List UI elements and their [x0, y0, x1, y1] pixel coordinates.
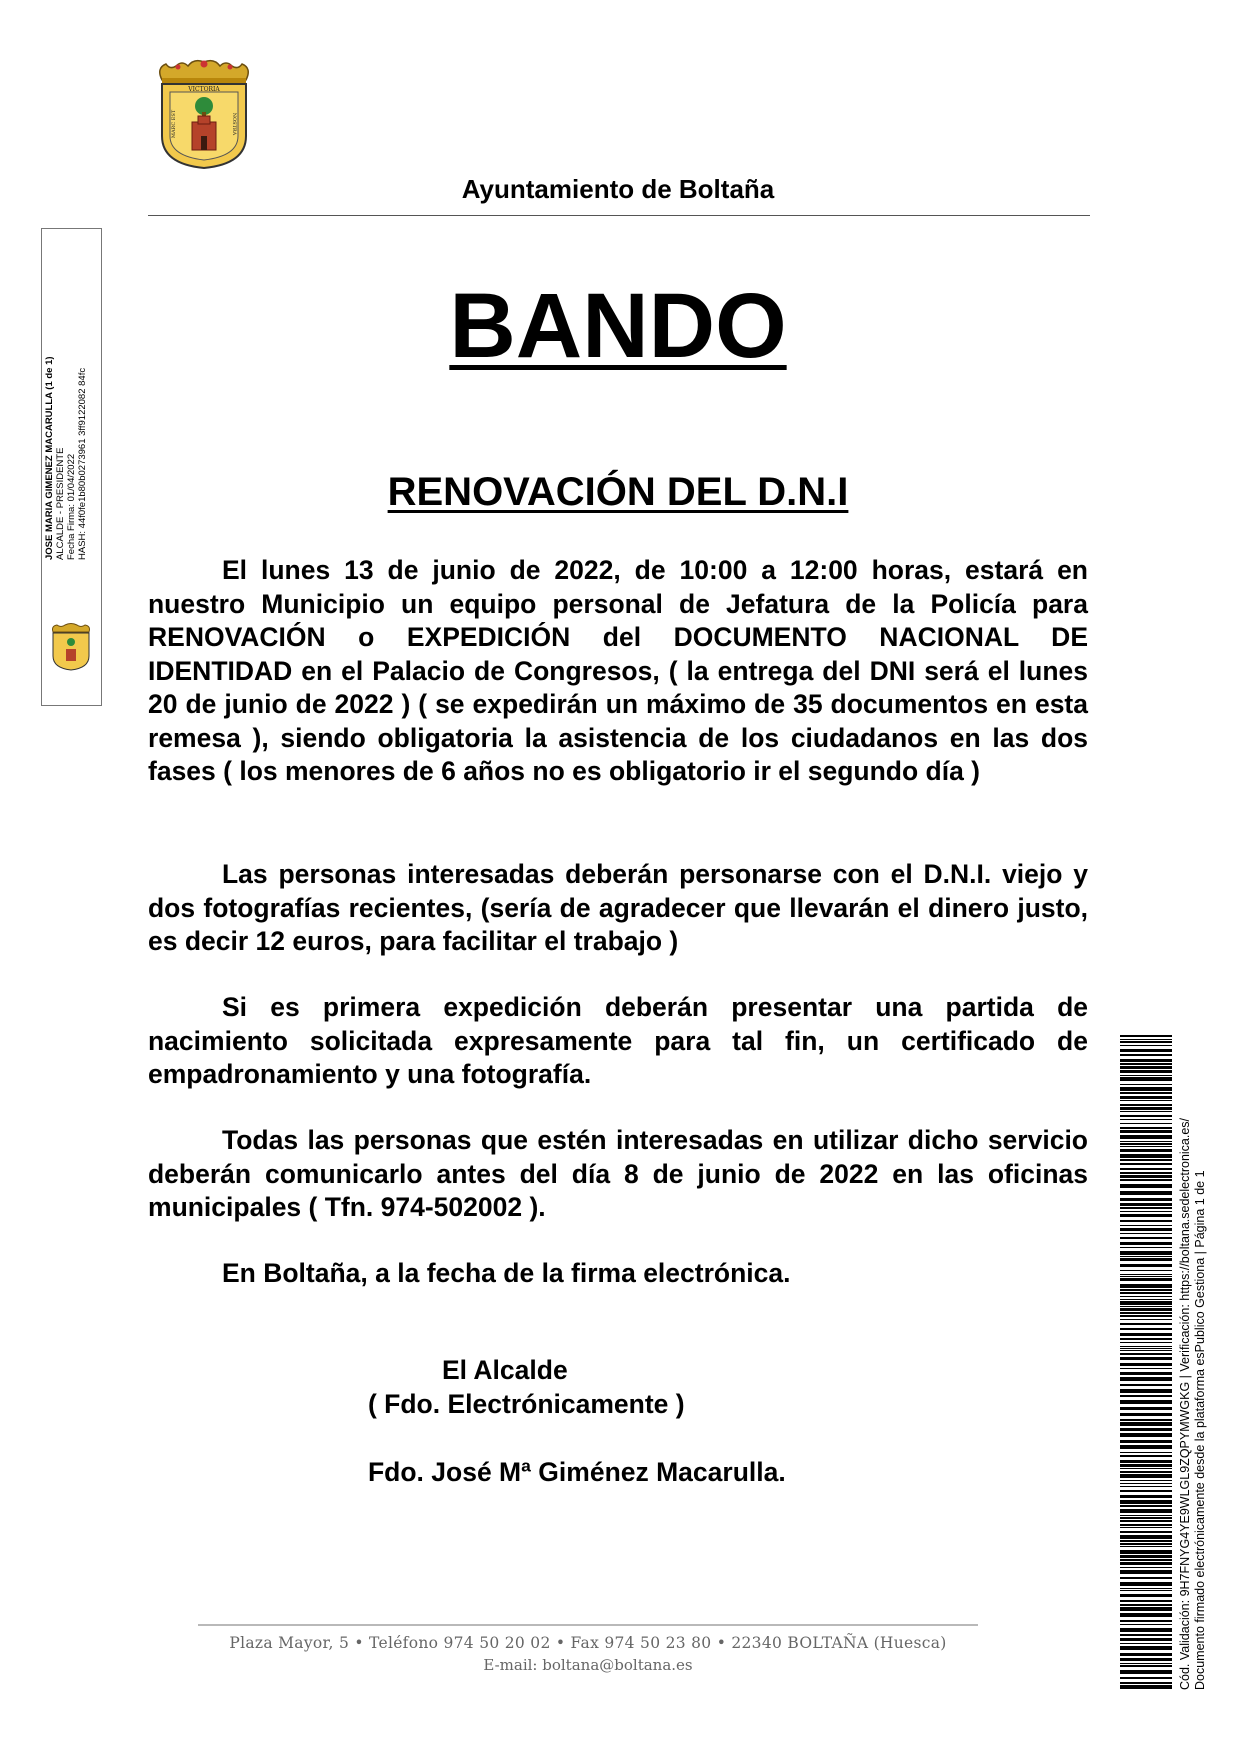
paragraph-registration: [148, 1124, 1088, 1225]
barcode-bar: [1120, 1384, 1172, 1386]
stamp-signer: JOSE MARIA GIMENEZ MACARULLA (1 de 1): [44, 356, 55, 560]
barcode-bar: [1120, 1087, 1172, 1091]
barcode-bar: [1120, 1665, 1172, 1667]
barcode-bar: [1120, 1428, 1172, 1431]
barcode-bar: [1120, 1500, 1172, 1504]
barcode-bar: [1120, 1350, 1172, 1351]
barcode-bar: [1120, 1119, 1172, 1120]
barcode-bar: [1120, 1353, 1172, 1355]
barcode-bar: [1120, 1292, 1172, 1294]
crest-motto-left: MARC EST: [171, 109, 177, 139]
barcode-bar: [1120, 1658, 1172, 1661]
barcode-bar: [1120, 1440, 1172, 1443]
signature-role: El Alcalde: [442, 1355, 568, 1385]
validation-text: [1178, 1040, 1207, 1690]
barcode-bar: [1120, 1163, 1172, 1165]
barcode-bar: [1120, 1550, 1172, 1554]
paragraph-text: Las personas interesadas deberán personarse con el D.N.I. viejo y dos fotografías recientes, (sería de agradecer que llevarán el dinero justo, es decir 12 euros, para facilitar el trabajo ): [148, 859, 1088, 956]
paragraph-place-date: [148, 1257, 1088, 1291]
barcode-bar: [1120, 1490, 1172, 1492]
barcode-bar: [1120, 1559, 1172, 1561]
validation-platform: Documento firmado electrónicamente desde la plataforma esPublico Gestiona | Página 1 de 1: [1192, 1170, 1207, 1690]
barcode-bar: [1120, 1059, 1172, 1062]
barcode-bar: [1120, 1555, 1172, 1558]
footer-divider: [198, 1624, 978, 1626]
barcode-bar: [1120, 1540, 1172, 1542]
barcode-bar: [1120, 1567, 1172, 1568]
barcode-bar: [1120, 1100, 1172, 1101]
barcode-bar: [1120, 1620, 1172, 1622]
barcode-bar: [1120, 1468, 1172, 1469]
barcode-bar: [1120, 1198, 1172, 1201]
barcode-bar: [1120, 1363, 1172, 1366]
barcode-bar: [1120, 1115, 1172, 1117]
barcode-bar: [1120, 1184, 1172, 1188]
barcode-bar: [1120, 1123, 1172, 1124]
barcode-bar: [1120, 1096, 1172, 1099]
barcode-bar: [1120, 1433, 1172, 1437]
barcode-bar: [1120, 1289, 1172, 1291]
barcode-bar: [1120, 1211, 1172, 1212]
barcode-bar: [1120, 1191, 1172, 1195]
barcode-bar: [1120, 1315, 1172, 1317]
barcode-bar: [1120, 1577, 1172, 1579]
barcode-bar: [1120, 1233, 1172, 1234]
barcode-bar: [1120, 1276, 1172, 1277]
signature-name: Fdo. José Mª Giménez Macarulla.: [368, 1457, 786, 1487]
barcode-bar: [1120, 1214, 1172, 1217]
barcode-bar: [1120, 1535, 1172, 1539]
barcode-bar: [1120, 1452, 1172, 1453]
barcode-bar: [1120, 1323, 1172, 1325]
barcode-bar: [1120, 1092, 1172, 1094]
barcode-bar: [1120, 1562, 1172, 1565]
barcode-bar: [1120, 1225, 1172, 1226]
barcode-bar: [1120, 1582, 1172, 1586]
barcode-bar: [1120, 1407, 1172, 1410]
barcode-bar: [1120, 1464, 1172, 1467]
barcode-bar: [1120, 1258, 1172, 1261]
barcode-bar: [1120, 1377, 1172, 1381]
barcode-bar: [1120, 1342, 1172, 1343]
barcode-bar: [1120, 1663, 1172, 1664]
barcode-bar: [1120, 1237, 1172, 1239]
paragraph-text: El lunes 13 de junio de 2022, de 10:00 a 12:00 horas, estará en nuestro Municipio un equipo personal de Jefatura de la Policía para RENOVACIÓN o EXPEDICIÓN del DOCUMENTO NACIONAL DE IDENTIDAD en el Palacio de Congresos, ( la entrega del DNI será el lunes 20 de junio de 2022 ) ( se expedirán un máximo de 35 documentos en esta remesa ), siendo obligatoria la asistencia de los ciudadanos en las dos fases ( los menores de 6 años no es obligatorio ir el segundo día ): [148, 555, 1088, 786]
barcode-bar: [1120, 1638, 1172, 1641]
barcode-bar: [1120, 1066, 1172, 1069]
barcode-bar: [1120, 1338, 1172, 1340]
barcode-bar: [1120, 1643, 1172, 1644]
barcode-bar: [1120, 1613, 1172, 1617]
barcode-bar: [1120, 1041, 1172, 1043]
barcode-bar: [1120, 1677, 1172, 1679]
barcode-bar: [1120, 1419, 1172, 1421]
barcode-bar: [1120, 1480, 1172, 1481]
barcode-bar: [1120, 1527, 1172, 1528]
barcode-bar: [1120, 1104, 1172, 1106]
paragraph-text: Todas las personas que estén interesadas en utilizar dicho servicio deberán comunicarlo antes del día 8 de junio de 2022 en las oficinas municipales ( Tfn. 974-502002 ).: [148, 1125, 1088, 1222]
barcode-bar: [1120, 1653, 1172, 1656]
signature-method: ( Fdo. Electrónicamente ): [368, 1389, 685, 1419]
barcode-bar: [1120, 1328, 1172, 1330]
barcode-bar: [1120, 1546, 1172, 1547]
barcode-bar: [1120, 1308, 1172, 1311]
barcode-bar: [1120, 1146, 1172, 1147]
barcode-bar: [1120, 1685, 1172, 1689]
barcode-bar: [1120, 1220, 1172, 1222]
barcode-bar: [1120, 1634, 1172, 1636]
barcode-bar: [1120, 1400, 1172, 1404]
stamp-role: ALCALDE - PRESIDENTE: [55, 447, 66, 560]
barcode-bar: [1120, 1175, 1172, 1178]
barcode-bar: [1120, 1075, 1172, 1076]
paragraph-dni-schedule: [148, 554, 1088, 789]
crest-motto-top: VICTORIA: [188, 86, 220, 93]
barcode-bar: [1120, 1284, 1172, 1288]
barcode-bar: [1120, 1179, 1172, 1181]
barcode-bar: [1120, 1372, 1172, 1375]
barcode-bar: [1120, 1256, 1172, 1257]
barcode-bar: [1120, 1172, 1172, 1174]
barcode-bar: [1120, 1543, 1172, 1545]
document-subtitle: RENOVACIÓN DEL D.N.I: [387, 470, 849, 514]
boltana-crest-icon: [148, 58, 260, 170]
barcode-bar: [1120, 1296, 1172, 1297]
barcode-bar: [1120, 1517, 1172, 1519]
barcode-bar: [1120, 1143, 1172, 1145]
barcode-bar: [1120, 1149, 1172, 1152]
barcode-bar: [1120, 1049, 1172, 1052]
barcode-bar: [1120, 1111, 1172, 1112]
barcode-bar: [1120, 1242, 1172, 1245]
barcode-bar: [1120, 1135, 1172, 1139]
barcode-bar: [1120, 1035, 1172, 1037]
barcode-bar: [1120, 1395, 1172, 1397]
barcode-bar: [1120, 1590, 1172, 1591]
barcode-bar: [1120, 1460, 1172, 1463]
barcode-bar: [1120, 1413, 1172, 1416]
barcode-bar: [1120, 1141, 1172, 1142]
paragraph-text: En Boltaña, a la fecha de la firma electrónica.: [222, 1258, 791, 1288]
barcode-bar: [1120, 1299, 1172, 1300]
stamp-date: Fecha Firma: 01/04/2022: [66, 453, 77, 560]
barcode-bar: [1120, 1594, 1172, 1597]
paragraph-first-issue: [148, 991, 1088, 1092]
barcode-bar: [1120, 1054, 1172, 1056]
barcode-bar: [1120, 1505, 1172, 1507]
municipality-name: Ayuntamiento de Boltaña: [461, 174, 775, 204]
barcode-bar: [1120, 1509, 1172, 1513]
document-title: BANDO: [449, 275, 787, 377]
barcode-bar: [1120, 1346, 1172, 1347]
barcode-bar: [1120, 1247, 1172, 1248]
barcode-bar: [1120, 1278, 1172, 1281]
barcode-bar: [1120, 1319, 1172, 1320]
barcode-bar: [1120, 1168, 1172, 1170]
barcode-bar: [1120, 1070, 1172, 1073]
barcode-bar: [1120, 1274, 1172, 1275]
signature-stamp-text: [44, 180, 88, 560]
barcode-bar: [1120, 1306, 1172, 1307]
barcode-bar: [1120, 1301, 1172, 1305]
barcode-bar: [1120, 1154, 1172, 1158]
paragraph-text: Si es primera expedición deberán presentar una partida de nacimiento solicitada expresamente para tal fin, un certificado de empadronamiento y una fotografía.: [148, 992, 1088, 1089]
barcode-bar: [1120, 1251, 1172, 1255]
barcode-bar: [1120, 1474, 1172, 1478]
barcode-bar: [1120, 1084, 1172, 1085]
barcode-bar: [1120, 1607, 1172, 1611]
paragraph-requirements: [148, 858, 1088, 959]
barcode-bar: [1120, 1646, 1172, 1650]
crest-motto-right: NOSTRA: [231, 112, 237, 136]
barcode-bar: [1120, 1495, 1172, 1498]
barcode-bar: [1120, 1228, 1172, 1231]
barcode-bar: [1120, 1422, 1172, 1426]
barcode-bar: [1120, 1270, 1172, 1271]
barcode-bar: [1120, 1045, 1172, 1046]
barcode-bar: [1120, 1483, 1172, 1484]
barcode-bar: [1120, 1624, 1172, 1625]
barcode-bar: [1120, 1670, 1172, 1674]
footer-email: E-mail: boltana@boltana.es: [483, 1656, 693, 1674]
barcode-bar: [1120, 1063, 1172, 1065]
barcode-bar: [1120, 1600, 1172, 1602]
barcode-bar: [1120, 1357, 1172, 1360]
barcode-bar: [1120, 1203, 1172, 1206]
barcode-bar: [1120, 1570, 1172, 1574]
barcode-bar: [1120, 1368, 1172, 1369]
barcode-bar: [1120, 1077, 1172, 1081]
barcode-bar: [1120, 1524, 1172, 1526]
barcode-bar: [1120, 1127, 1172, 1129]
barcode-bar: [1120, 1207, 1172, 1209]
barcode-bar: [1120, 1628, 1172, 1632]
barcode-bar: [1120, 1471, 1172, 1473]
barcode-bar: [1120, 1389, 1172, 1393]
stamp-crest-icon: [47, 622, 95, 672]
barcode-bar: [1120, 1682, 1172, 1684]
header-divider: [148, 215, 1090, 216]
barcode-bar: [1120, 1515, 1172, 1516]
barcode-bar: [1120, 1445, 1172, 1449]
barcode-bar: [1120, 1130, 1172, 1133]
barcode-bar: [1120, 1264, 1172, 1267]
barcode-bar: [1120, 1107, 1172, 1110]
barcode-bar: [1120, 1604, 1172, 1606]
stamp-hash: HASH: 44f0fe1b80b0273961 3ff9122082 84fc: [77, 367, 88, 560]
barcode-bar: [1120, 1348, 1172, 1349]
barcode-bar: [1120, 1531, 1172, 1533]
barcode-bar: [1120, 1520, 1172, 1522]
barcode-bar: [1120, 1588, 1172, 1589]
barcode-bar: [1120, 1159, 1172, 1161]
barcode-bar: [1120, 1312, 1172, 1314]
barcode-bar: [1120, 1039, 1172, 1040]
footer-address: Plaza Mayor, 5 • Teléfono 974 50 20 02 • Fax 974 50 23 80 • 22340 BOLTAÑA (Huesca): [229, 1634, 947, 1652]
barcode-bar: [1120, 1333, 1172, 1336]
barcode-bar: [1120, 1486, 1172, 1487]
barcode-bar: [1120, 1455, 1172, 1457]
validation-code: Cód. Validación: 9H7FNYG4YE9WLGL9ZQPYMWGKG | Verificación: https://boltana.sedelectronica.es/: [1178, 1117, 1192, 1690]
